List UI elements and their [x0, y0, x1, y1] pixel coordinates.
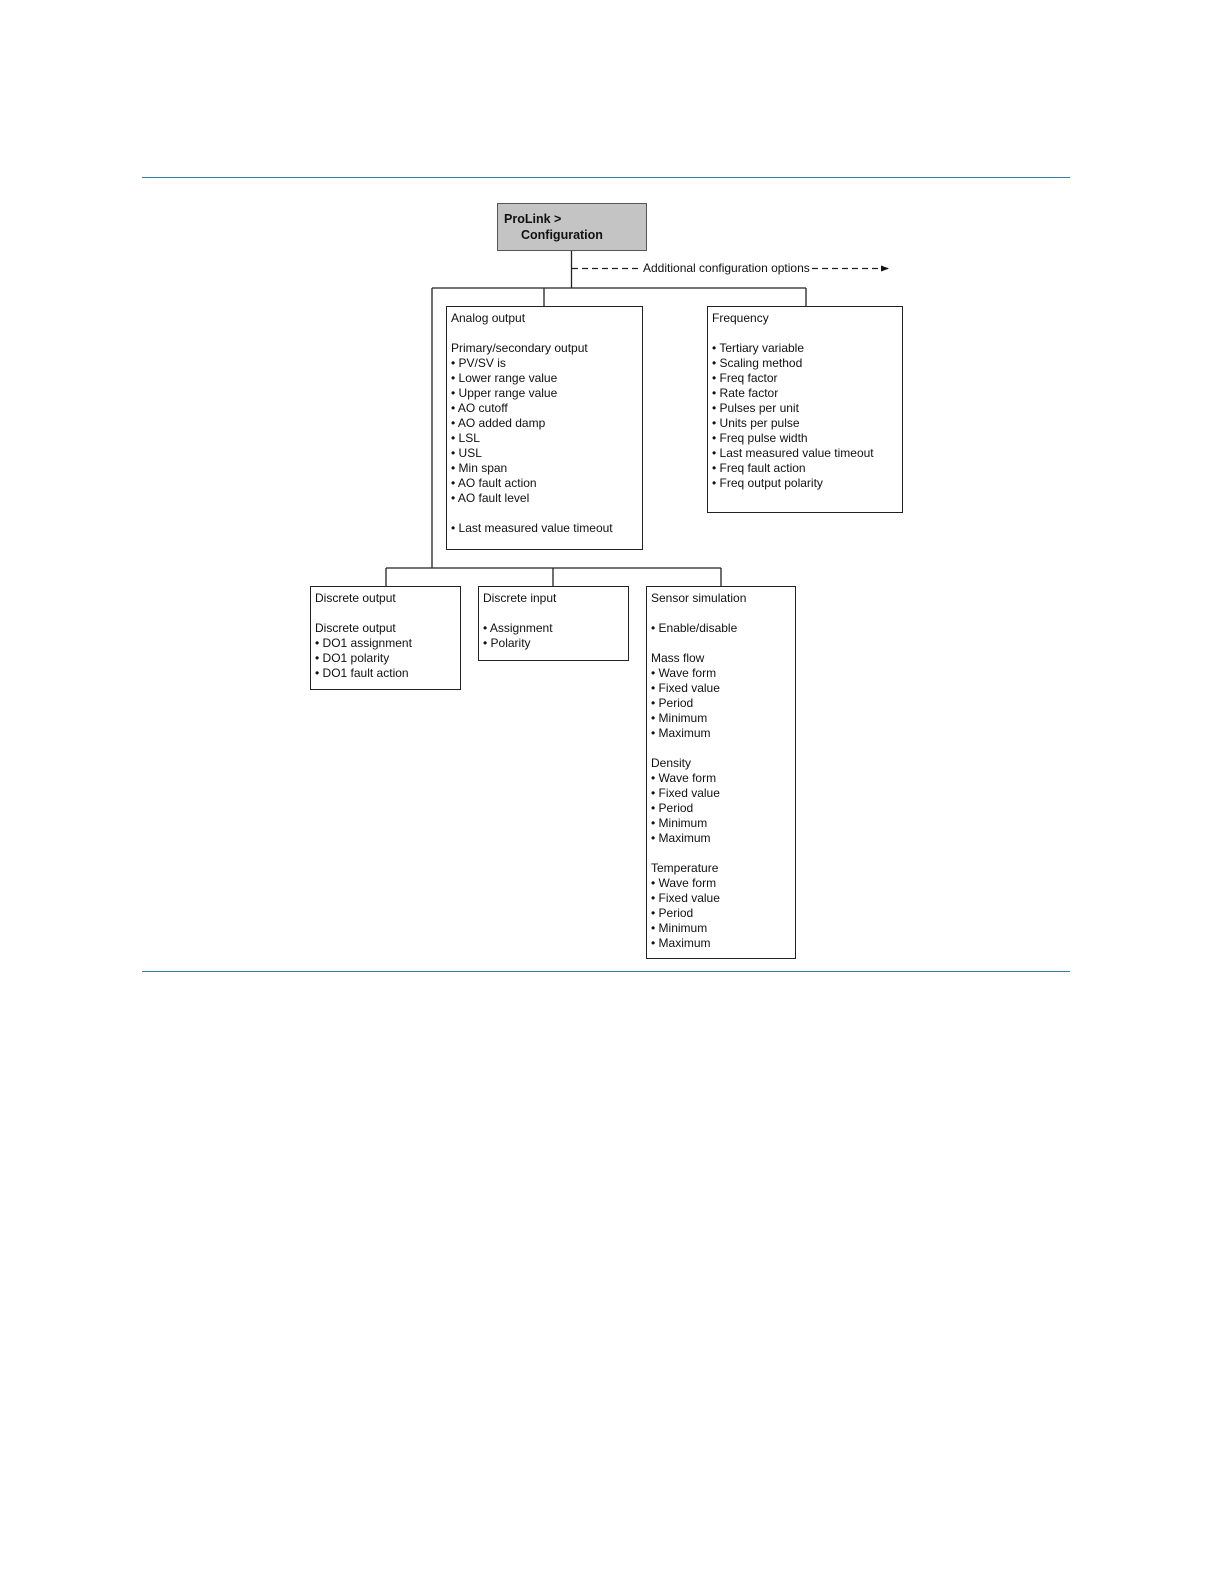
list-item: • PV/SV is: [451, 356, 506, 370]
list-item: • Maximum: [651, 831, 711, 845]
list-item: • Enable/disable: [651, 621, 738, 635]
list-item: • Tertiary variable: [712, 341, 805, 355]
list-item: • Scaling method: [712, 356, 803, 370]
discrete-input-title: Discrete input: [483, 591, 557, 605]
list-item: • Period: [651, 801, 694, 815]
list-item: • Wave form: [651, 771, 717, 785]
discrete-output-subheading: Discrete output: [315, 621, 396, 635]
analog-output-title: Analog output: [451, 311, 526, 325]
analog-output-subheading: Primary/secondary output: [451, 341, 588, 355]
list-item: • Fixed value: [651, 891, 720, 905]
list-item: • Units per pulse: [712, 416, 800, 430]
analog-output-box: [446, 306, 643, 550]
list-item: • Fixed value: [651, 681, 720, 695]
list-item: • Rate factor: [712, 386, 779, 400]
list-item: • Minimum: [651, 921, 708, 935]
discrete-output-title: Discrete output: [315, 591, 396, 605]
discrete-input-box: [478, 586, 629, 661]
list-item: • DO1 polarity: [315, 651, 390, 665]
root-label-line1: ProLink >: [504, 212, 562, 226]
list-item: • Minimum: [651, 711, 708, 725]
list-item: • Lower range value: [451, 371, 558, 385]
list-item: • Upper range value: [451, 386, 558, 400]
list-item: • Last measured value timeout: [712, 446, 874, 460]
list-item: • Freq output polarity: [712, 476, 823, 490]
discrete-output-box: [310, 586, 461, 690]
list-item: • Freq fault action: [712, 461, 806, 475]
list-item: • Assignment: [483, 621, 553, 635]
list-item: • Polarity: [483, 636, 531, 650]
sensor-simulation-title: Sensor simulation: [651, 591, 747, 605]
additional-options-label: Additional configuration options: [643, 261, 810, 275]
list-item: • DO1 fault action: [315, 666, 409, 680]
prolink-configuration-root-box: [497, 203, 647, 251]
frequency-box: [707, 306, 903, 513]
density-heading: Density: [651, 756, 692, 770]
list-item: • DO1 assignment: [315, 636, 412, 650]
list-item: • Freq pulse width: [712, 431, 808, 445]
mass-flow-heading: Mass flow: [651, 651, 705, 665]
frequency-title: Frequency: [712, 311, 769, 325]
list-item: • Period: [651, 906, 694, 920]
list-item: • Last measured value timeout: [451, 521, 613, 535]
list-item: • Wave form: [651, 666, 717, 680]
root-label-line2: Configuration: [521, 228, 603, 242]
list-item: • Maximum: [651, 936, 711, 950]
list-item: • USL: [451, 446, 482, 460]
temperature-heading: Temperature: [651, 861, 719, 875]
list-item: • AO fault action: [451, 476, 537, 490]
list-item: • Fixed value: [651, 786, 720, 800]
list-item: • Minimum: [651, 816, 708, 830]
list-item: • Period: [651, 696, 694, 710]
list-item: • Wave form: [651, 876, 717, 890]
list-item: • LSL: [451, 431, 480, 445]
list-item: • Freq factor: [712, 371, 778, 385]
list-item: • AO cutoff: [451, 401, 508, 415]
list-item: • Maximum: [651, 726, 711, 740]
list-item: • Pulses per unit: [712, 401, 799, 415]
list-item: • AO fault level: [451, 491, 530, 505]
sensor-simulation-box: [646, 586, 796, 959]
list-item: • Min span: [451, 461, 508, 475]
list-item: • AO added damp: [451, 416, 546, 430]
